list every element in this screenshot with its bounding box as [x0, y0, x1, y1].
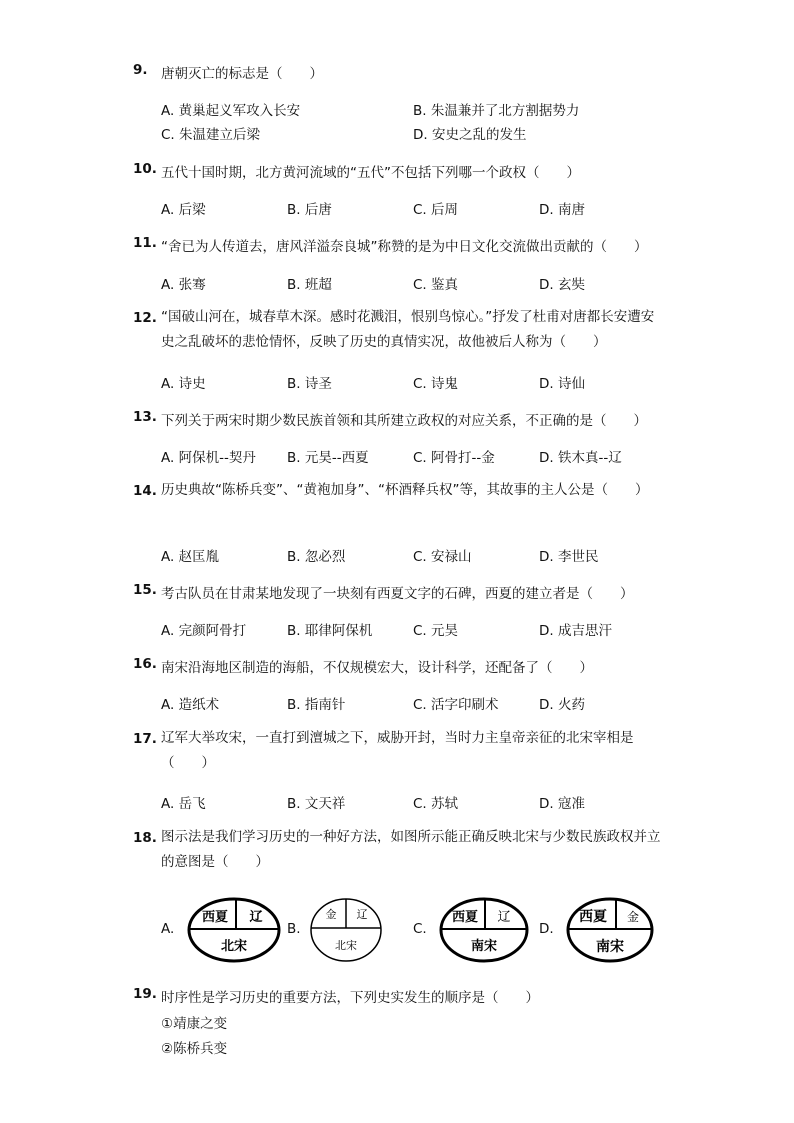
question-number: 16. [133, 656, 157, 672]
option-c: C. 苏轼 [413, 796, 459, 812]
option-b: B. 文天祥 [287, 796, 346, 812]
option-d: D. 诗仙 [539, 376, 585, 392]
sub-item-2: ②陈桥兵变 [161, 1041, 228, 1057]
option-a-label: A. [161, 921, 175, 937]
diagram-c-top-right: 辽 [497, 910, 511, 925]
option-d: D. 安史之乱的发生 [413, 127, 527, 143]
option-b: B. 诗圣 [287, 376, 332, 392]
option-c-label: C. [413, 921, 427, 937]
option-b: B. 耶律阿保机 [287, 623, 373, 639]
option-d: D. 寇准 [539, 796, 585, 812]
question-text: “国破山河在，城春草木深。感时花溅泪，恨别鸟惊心。”抒发了杜甫对唐都长安遭安史之乱破坏的悲怆情怀，反映了历史的真情实况，故他被后人称为（ ） [161, 309, 655, 350]
question-text: 考古队员在甘肃某地发现了一块刻有西夏文字的石碑，西夏的建立者是（ ） [161, 586, 634, 602]
question-number: 12. [133, 310, 157, 326]
option-a: A. 黄巢起义军攻入长安 [161, 103, 301, 119]
option-a: A. 赵匡胤 [161, 549, 220, 565]
option-b: B. 指南针 [287, 697, 346, 713]
option-d: D. 火药 [539, 697, 585, 713]
sub-item-1: ①靖康之变 [161, 1016, 228, 1032]
question-text: 下列关于两宋时期少数民族首领和其所建立政权的对应关系，不正确的是（ ） [161, 413, 647, 429]
question-number: 15. [133, 582, 157, 598]
option-a: A. 完颜阿骨打 [161, 623, 247, 639]
option-c: C. 活字印刷术 [413, 697, 499, 713]
option-c: C. 元昊 [413, 623, 459, 639]
question-text: 五代十国时期，北方黄河流域的“五代”不包括下列哪一个政权（ ） [161, 165, 580, 181]
option-d: D. 铁木真--辽 [539, 450, 622, 466]
option-d: D. 李世民 [539, 549, 599, 565]
question-number: 18. [133, 830, 157, 846]
question-text: 南宋沿海地区制造的海船，不仅规模宏大，设计科学，还配备了（ ） [161, 660, 593, 676]
diagram-a [186, 896, 282, 964]
question-text: “舍已为人传道去，唐风洋溢奈良城”称赞的是为中日文化交流做出贡献的（ ） [161, 239, 648, 255]
diagram-d-top-right: 金 [626, 910, 640, 924]
option-c: C. 鉴真 [413, 277, 459, 293]
option-c: C. 安禄山 [413, 549, 472, 565]
question-number: 14. [133, 483, 157, 499]
option-b: B. 元昊--西夏 [287, 450, 369, 466]
question-number: 9. [133, 62, 148, 78]
question-text: 辽军大举攻宋，一直打到澶城之下，威胁开封，当时力主皇帝亲征的北宋宰相是（ ） [161, 730, 634, 771]
option-b-label: B. [287, 921, 301, 937]
diagram-b-top-right: 辽 [356, 908, 368, 921]
diagram-c-bottom: 南宋 [470, 939, 498, 954]
option-b: B. 朱温兼并了北方割据势力 [413, 103, 580, 119]
question-text: 历史典故“陈桥兵变”、“黄袍加身”、“杯酒释兵权”等，其故事的主人公是（ ） [161, 482, 649, 498]
option-d: D. 玄奘 [539, 277, 585, 293]
option-a: A. 岳飞 [161, 796, 206, 812]
question-number: 19. [133, 986, 157, 1002]
diagram-b-top-left: 金 [325, 908, 337, 921]
option-d-label: D. [539, 921, 554, 937]
question-number: 17. [133, 731, 157, 747]
option-a: A. 后梁 [161, 202, 206, 218]
option-a: A. 阿保机--契丹 [161, 450, 256, 466]
diagram-a-bottom: 北宋 [220, 939, 248, 954]
diagram-c [438, 896, 530, 964]
question-number: 10. [133, 161, 157, 177]
option-b: B. 班超 [287, 277, 332, 293]
option-d: D. 南唐 [539, 202, 585, 218]
option-a: A. 造纸术 [161, 697, 220, 713]
option-c: C. 朱温建立后梁 [161, 127, 261, 143]
question-text: 时序性是学习历史的重要方法，下列史实发生的顺序是（ ） [161, 990, 539, 1006]
question-text: 图示法是我们学习历史的一种好方法，如图所示能正确反映北宋与少数民族政权并立的意图是（ ） [161, 829, 661, 870]
diagram-d [565, 896, 655, 964]
diagram-d-bottom: 南宋 [596, 939, 624, 955]
diagram-d-top-left: 西夏 [579, 909, 607, 925]
option-d: D. 成吉思汗 [539, 623, 612, 639]
diagram-b [308, 896, 384, 964]
question-number: 13. [133, 409, 157, 425]
question-text: 唐朝灭亡的标志是（ ） [161, 66, 323, 82]
option-c: C. 诗鬼 [413, 376, 459, 392]
diagram-c-top-left: 西夏 [451, 910, 479, 925]
option-c: C. 后周 [413, 202, 459, 218]
diagram-a-top-right: 辽 [249, 910, 263, 925]
option-b: B. 忽必烈 [287, 549, 346, 565]
diagram-b-bottom: 北宋 [335, 939, 357, 952]
question-number: 11. [133, 235, 157, 251]
diagram-a-top-left: 西夏 [201, 910, 229, 925]
option-a: A. 诗史 [161, 376, 206, 392]
option-c: C. 阿骨打--金 [413, 450, 495, 466]
option-b: B. 后唐 [287, 202, 332, 218]
option-a: A. 张骞 [161, 277, 206, 293]
